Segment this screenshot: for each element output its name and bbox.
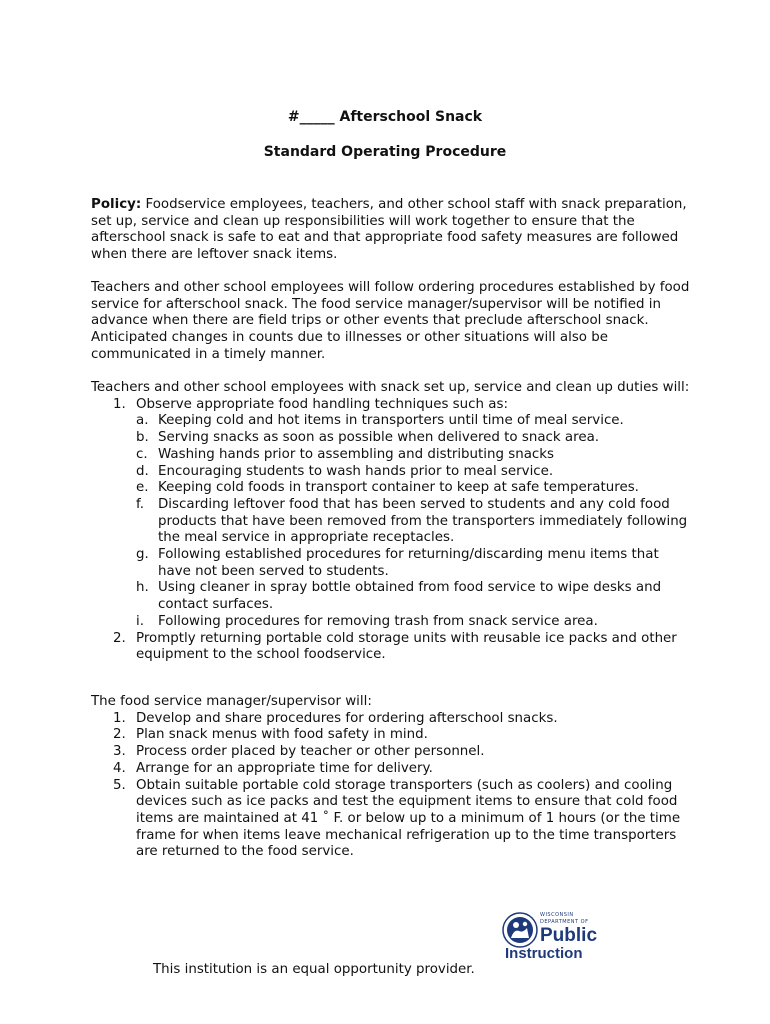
policy-paragraph: [91, 197, 691, 264]
list-item: 2. Promptly returning portable cold storage units with reusable ice packs and other equipment to the school foodservice.: [113, 630, 677, 663]
list-item: 5. Obtain suitable portable cold storage transporters (such as coolers) and cooling devices such as ice packs and test the equipment items to ensure that cold food items are maintained at 41 ˚ F. or below up to a minimum of 1 hours (or the time frame for when items leave mechanical refrigeration up to the time transporters are returned to the food service.: [113, 777, 681, 860]
logo-word-instruction: Instruction: [505, 945, 583, 962]
list-item: 2. Plan snack menus with food safety in mind.: [113, 727, 428, 743]
list-item: a. Keeping cold and hot items in transporters until time of meal service.: [136, 413, 624, 429]
logo-line1: WISCONSIN: [540, 912, 574, 918]
manager-list: [91, 711, 691, 861]
logo-line2: DEPARTMENT OF: [540, 919, 589, 925]
ordering-paragraph: [91, 280, 691, 364]
list-item: c. Washing hands prior to assembling and distributing snacks: [136, 446, 555, 462]
logo-word-public: Public: [540, 925, 598, 946]
list-item: g. Following established procedures for returning/discarding menu items that have not been served to students.: [136, 547, 659, 579]
policy-text: Foodservice employees, teachers, and other school staff with snack preparation, set up, service and clean up responsibilities will work together to ensure that the afterschool snack is safe to eat and that appropriate food safety measures are followed when there are leftover snack items.: [91, 197, 687, 263]
teachers-intro: Teachers and other school employees with snack set up, service and clean up duties will:: [91, 380, 690, 395]
list-item: h. Using cleaner in spray bottle obtained from food service to wipe desks and contact surfaces.: [136, 580, 662, 613]
list-item: f. Discarding leftover food that has been served to students and any cold food products that have been removed from the transporters immediately following the meal service in appropriate receptacles.: [136, 496, 688, 546]
sub-list: [91, 413, 691, 630]
manager-intro: The food service manager/supervisor will:: [91, 694, 372, 709]
list-item: 3. Process order placed by teacher or other personnel.: [113, 744, 485, 760]
footer-text: This institution is an equal opportunity provider.: [153, 962, 475, 977]
manager-section: [91, 694, 691, 861]
document-subtitle: Standard Operating Procedure: [263, 144, 507, 160]
teachers-section: [91, 380, 691, 664]
document-title: #_____ Afterschool Snack: [287, 109, 483, 125]
list-item: 1. Develop and share procedures for ordering afterschool snacks.: [113, 710, 558, 726]
teachers-list: [91, 397, 691, 664]
ordering-text: Teachers and other school employees will follow ordering procedures established by food service for afterschool snack. The food service manager/supervisor will be notified in advance when there are field trips or other events that preclude afterschool snack. Anticipated changes in counts due to illnesses or other situations will also be communicated in a timely manner.: [91, 280, 690, 362]
list-item: 1. Observe appropriate food handling techniques such as:: [113, 396, 508, 412]
list-item: 4. Arrange for an appropriate time for delivery.: [113, 760, 433, 776]
list-item: e. Keeping cold foods in transport container to keep at safe temperatures.: [136, 480, 639, 496]
list-item: i. Following procedures for removing trash from snack service area.: [136, 613, 598, 629]
list-item: b. Serving snacks as soon as possible when delivered to snack area.: [136, 430, 600, 446]
policy-label: Policy:: [91, 197, 142, 212]
list-item: d. Encouraging students to wash hands prior to meal service.: [136, 463, 554, 479]
dpi-logo: [502, 910, 602, 966]
